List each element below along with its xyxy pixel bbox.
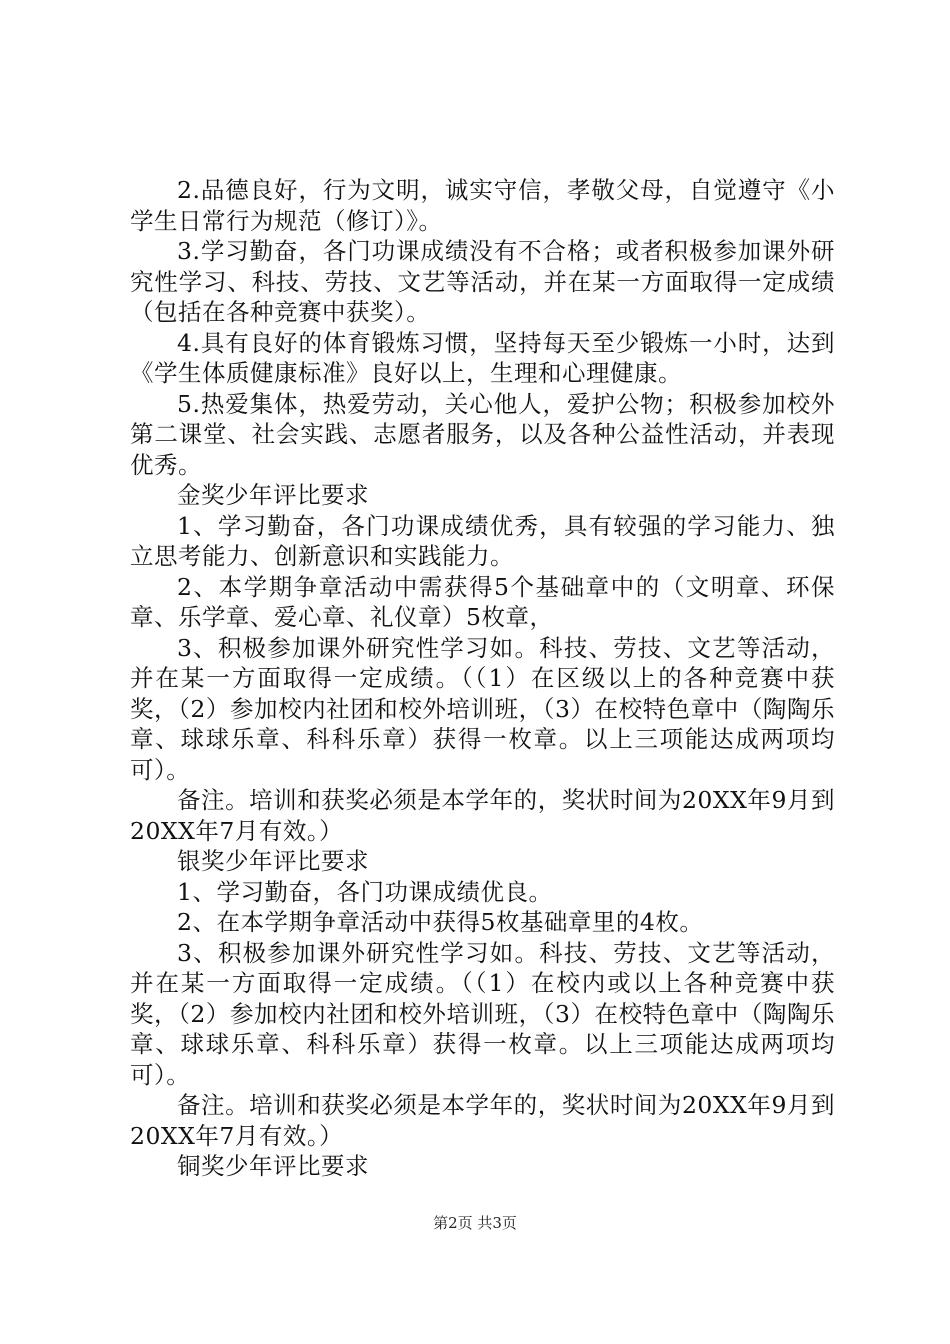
paragraph-exercise: 4.具有良好的体育锻炼习惯，坚持每天至少锻炼一小时，达到《学生体质健康标准》良好以上，生理和心理健康。 bbox=[130, 328, 835, 387]
paragraph-conduct: 2.品德良好，行为文明，诚实守信，孝敬父母，自觉遵守《小学生日常行为规范（修订）》。 bbox=[130, 176, 835, 235]
paragraph-study: 3.学习勤奋，各门功课成绩没有不合格；或者积极参加课外研究性学习、科技、劳技、文艺等活动，并在某一方面取得一定成绩（包括在各种竞赛中获奖）。 bbox=[130, 237, 835, 326]
paragraph-gold-2: 2、本学期争章活动中需获得5个基础章中的（文明章、环保章、乐学章、爱心章、礼仪章）5枚章， bbox=[130, 572, 835, 631]
paragraph-silver-3: 3、积极参加课外研究性学习如。科技、劳技、文艺等活动，并在某一方面取得一定成绩。（（1）在校内或以上各种竞赛中获奖，（2）参加校内社团和校外培训班，（3）在校特色章中（陶陶乐章、球球乐章、科科乐章）获得一枚章。以上三项能达成两项均可）。 bbox=[130, 938, 835, 1089]
paragraph-silver-1: 1、学习勤奋，各门功课成绩优良。 bbox=[177, 877, 553, 906]
heading-silver-award: 银奖少年评比要求 bbox=[177, 847, 369, 875]
paragraph-silver-note: 备注。培训和获奖必须是本学年的，奖状时间为20XX年9月到20XX年7月有效。） bbox=[130, 1091, 835, 1150]
document-body bbox=[130, 175, 835, 1182]
paragraph-gold-3: 3、积极参加课外研究性学习如。科技、劳技、文艺等活动，并在某一方面取得一定成绩。（（1）在区级以上的各种竞赛中获奖，（2）参加校内社团和校外培训班，（3）在校特色章中（陶陶乐章、球球乐章、科科乐章）获得一枚章。以上三项能达成两项均可）。 bbox=[130, 633, 835, 784]
paragraph-gold-1: 1、学习勤奋，各门功课成绩优秀，具有较强的学习能力、独立思考能力、创新意识和实践能力。 bbox=[130, 511, 835, 570]
paragraph-silver-2: 2、在本学期争章活动中获得5枚基础章里的4枚。 bbox=[177, 908, 704, 936]
heading-gold-award: 金奖少年评比要求 bbox=[177, 481, 369, 509]
heading-bronze-award: 铜奖少年评比要求 bbox=[177, 1152, 369, 1180]
paragraph-collective: 5.热爱集体，热爱劳动，关心他人，爱护公物；积极参加校外第二课堂、社会实践、志愿者服务，以及各种公益性活动，并表现优秀。 bbox=[130, 389, 835, 479]
paragraph-gold-note: 备注。培训和获奖必须是本学年的，奖状时间为20XX年9月到20XX年7月有效。） bbox=[130, 786, 835, 845]
page-footer: 第2页 共3页 bbox=[433, 1214, 517, 1232]
